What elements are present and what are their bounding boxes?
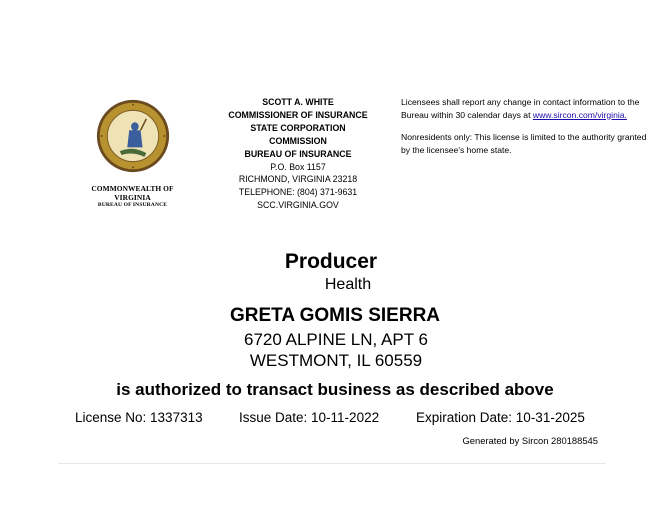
agency-line1: STATE CORPORATION (250, 122, 346, 133)
commissioner-address-block (222, 96, 374, 212)
licensee-name: GRETA GOMIS SIERRA (229, 305, 441, 326)
authorization-statement: is authorized to transact business as described above (116, 380, 554, 399)
generated-by: Generated by Sircon 280188545 (462, 435, 598, 446)
commissioner-title: COMMISSIONER OF INSURANCE (228, 109, 368, 120)
telephone: TELEPHONE: (804) 371-9631 (238, 187, 358, 198)
virginia-state-seal-icon (95, 98, 171, 174)
footer-divider (58, 463, 606, 464)
license-number: License No: 1337313 (75, 410, 203, 425)
bureau-name: BUREAU OF INSURANCE (244, 148, 352, 159)
line-of-authority: Health (324, 276, 372, 293)
website: SCC.VIRGINIA.GOV (257, 200, 339, 211)
issue-date: Issue Date: 10-11-2022 (239, 410, 380, 425)
seal-caption-line3: BUREAU OF INSURANCE (97, 202, 168, 208)
licensee-address-line1: 6720 ALPINE LN, APT 6 (244, 330, 428, 349)
po-box: P.O. Box 1157 (270, 161, 326, 172)
licensee-address-line2: WESTMONT, IL 60559 (249, 351, 423, 370)
sircon-link[interactable]: www.sircon.com/virginia. (532, 109, 627, 120)
commissioner-name: SCOTT A. WHITE (262, 97, 334, 107)
city-state-zip: RICHMOND, VIRGINIA 23218 (238, 174, 358, 185)
seal-caption-line2: VIRGINIA (114, 193, 151, 202)
virginia-seal-block (80, 98, 185, 209)
expiration-date: Expiration Date: 10-31-2025 (416, 410, 585, 425)
licensee-notice (401, 96, 651, 156)
notice-paragraph-contact (401, 96, 651, 121)
license-type: Producer (284, 250, 378, 273)
notice-contact-text: Licensees shall report any change in contact information to the Bureau within 30 calendar days at (401, 97, 640, 120)
seal-caption (80, 184, 185, 209)
seal-caption-line1: COMMONWEALTH OF (91, 184, 174, 193)
notice-paragraph-nonresidents: Nonresidents only: This license is limited to the authority granted by the licensee's home state. (401, 132, 647, 155)
agency-line2: COMMISSION (269, 135, 327, 146)
